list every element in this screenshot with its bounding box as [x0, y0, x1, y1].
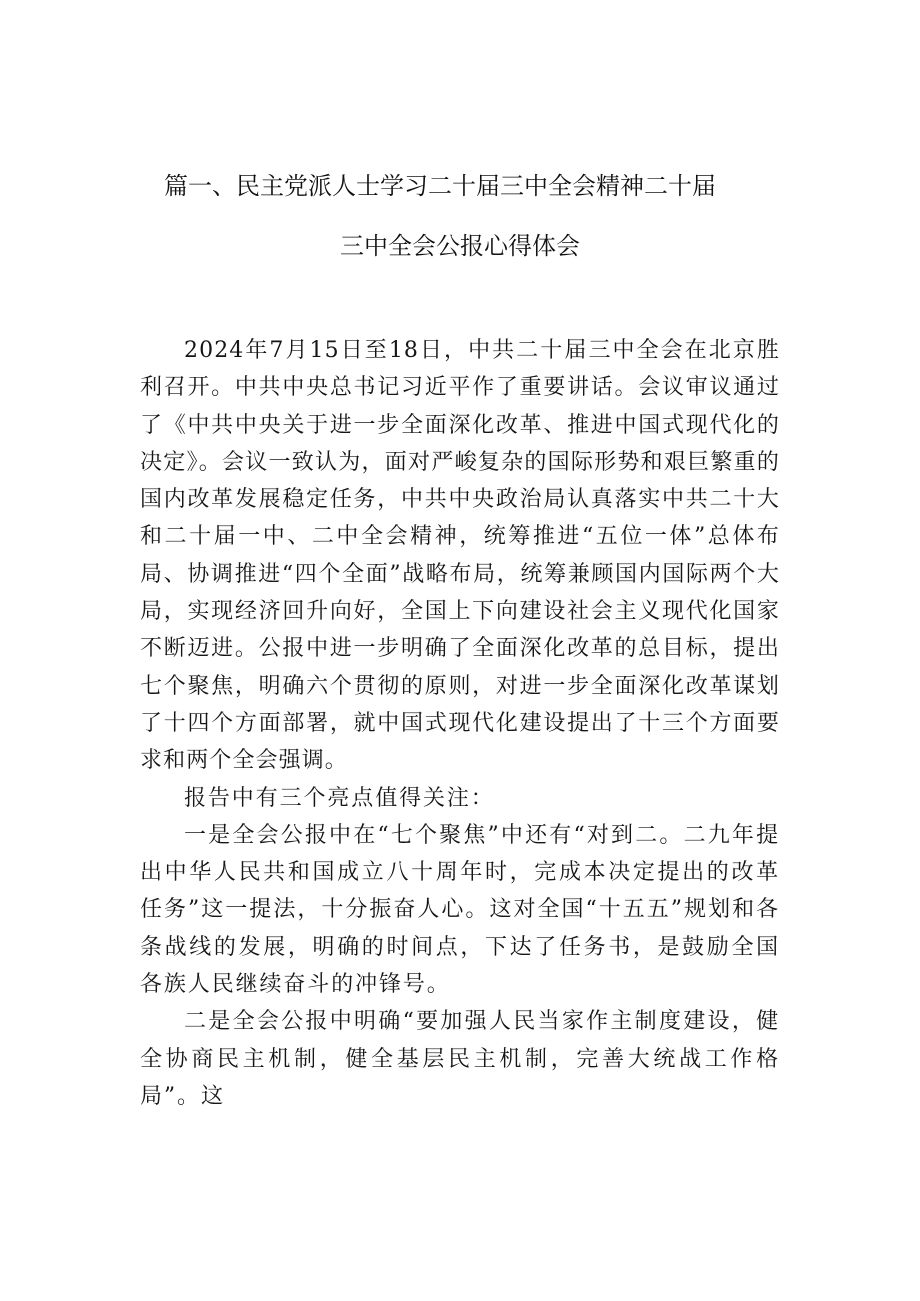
document-body — [140, 332, 780, 1115]
paragraph-3: 一是全会公报中在“七个聚焦”中还有“对到二。二九年提出中华人民共和国成立八十周年时，完成本决定提出的改革任务”这一提法，十分振奋人心。这对全国“十五五”规划和各条战线的发展，明确的时间点，下达了任务书，是鼓励全国各族人民继续奋斗的冲锋号。 — [140, 822, 780, 998]
paragraph-2: 报告中有三个亮点值得关注： — [184, 785, 495, 811]
paragraph-4: 二是全会公报中明确“要加强人民当家作主制度建设，健全协商民主机制，健全基层民主机制，完善大统战工作格局”。这 — [140, 1009, 780, 1109]
document-title-line-2: 三中全会公报心得体会 — [340, 232, 580, 260]
paragraph-1: 2024年7月15日至18日，中共二十届三中全会在北京胜利召开。中共中央总书记习近平作了重要讲话。会议审议通过了《中共中央关于进一步全面深化改革、推进中国式现代化的决定》。会议一致认为，面对严峻复杂的国际形势和艰巨繁重的国内改革发展稳定任务，中共中央政治局认真落实中共二十大和二十届一中、二中全会精神，统筹推进“五位一体”总体布局、协调推进“四个全面”战略布局，统筹兼顾国内国际两个大局，实现经济回升向好，全国上下向建设社会主义现代化国家不断迈进。公报中进一步明确了全面深化改革的总目标，提出七个聚焦，明确六个贯彻的原则，对进一步全面深化改革谋划了十四个方面部署，就中国式现代化建设提出了十三个方面要求和两个全会强调。 — [140, 338, 780, 774]
document-title-line-1: 篇一、民主党派人士学习二十届三中全会精神二十届 — [164, 172, 716, 200]
